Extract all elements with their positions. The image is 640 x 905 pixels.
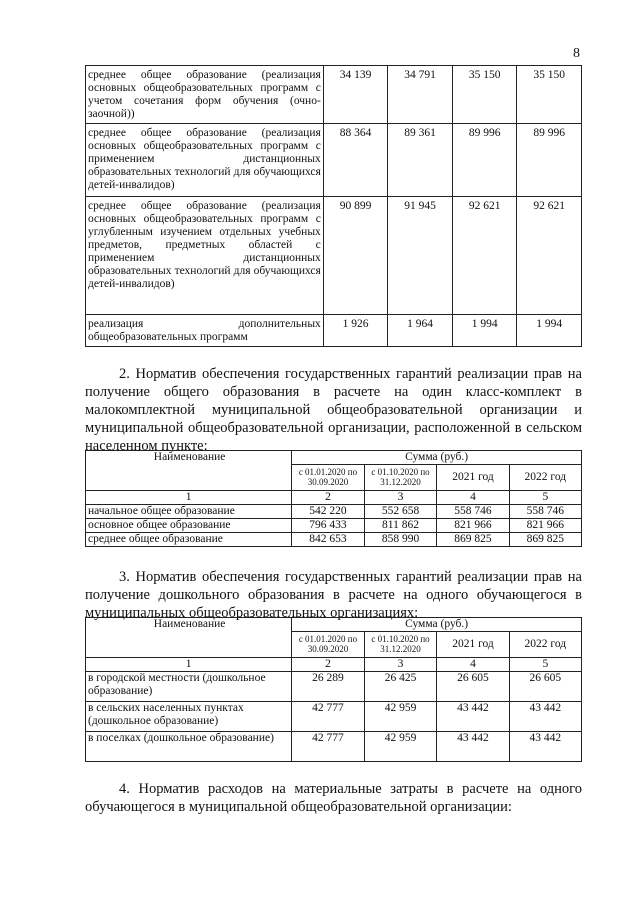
value-cell: 1 994 (517, 315, 582, 347)
row-name: среднее общее образование (реализация основных общеобразовательных программ с применением дистанционных образовательных технологий для обучающихся детей-инвалидов) (86, 124, 324, 197)
value-cell: 43 442 (509, 732, 581, 762)
value-cell: 43 442 (509, 702, 581, 732)
row-name: в сельских населенных пунктах (дошкольное образование) (86, 702, 292, 732)
value-cell: 92 621 (452, 197, 517, 315)
value-cell: 552 658 (364, 505, 437, 519)
value-cell: 43 442 (437, 702, 509, 732)
row-name: среднее общее образование (реализация основных общеобразовательных программ с учетом сочетания форм обучения (очно-заочной)) (86, 66, 324, 124)
value-cell: 35 150 (452, 66, 517, 124)
row-name: реализация дополнительных общеобразовательных программ (86, 315, 324, 347)
col-number: 1 (86, 491, 292, 505)
table-row (86, 519, 582, 533)
value-cell: 42 777 (292, 732, 365, 762)
col-number: 4 (437, 658, 509, 672)
col-number: 4 (437, 491, 509, 505)
value-cell: 90 899 (323, 197, 388, 315)
period-header: 2022 год (509, 465, 581, 491)
row-name: в городской местности (дошкольное образование) (86, 672, 292, 702)
period-header: с 01.10.2020 по 31.12.2020 (364, 632, 437, 658)
value-cell: 858 990 (364, 533, 437, 547)
value-cell: 89 361 (388, 124, 453, 197)
section-3-table (85, 617, 582, 762)
value-cell: 42 959 (364, 702, 437, 732)
row-name: среднее общее образование (86, 533, 292, 547)
value-cell: 89 996 (517, 124, 582, 197)
table-row (86, 732, 582, 762)
value-cell: 92 621 (517, 197, 582, 315)
header-name: Наименование (86, 618, 292, 658)
table-row (86, 124, 582, 197)
value-cell: 34 139 (323, 66, 388, 124)
value-cell: 558 746 (437, 505, 509, 519)
period-header: 2022 год (509, 632, 581, 658)
page-number: 8 (573, 46, 580, 61)
value-cell: 26 289 (292, 672, 365, 702)
period-header: 2021 год (437, 465, 509, 491)
row-name: в поселках (дошкольное образование) (86, 732, 292, 762)
value-cell: 842 653 (292, 533, 365, 547)
value-cell: 796 433 (292, 519, 365, 533)
section-2-table (85, 450, 582, 547)
section-3-paragraph: 3. Норматив обеспечения государственных гарантий реализации прав на получение дошкольного образования в расчете на одного обучающегося в муниципальных общеобразовательных организациях: (85, 569, 582, 621)
value-cell: 35 150 (517, 66, 582, 124)
value-cell: 821 966 (509, 519, 581, 533)
value-cell: 869 825 (437, 533, 509, 547)
value-cell: 26 605 (509, 672, 581, 702)
col-number: 5 (509, 658, 581, 672)
col-number: 3 (364, 658, 437, 672)
value-cell: 558 746 (509, 505, 581, 519)
table-row (86, 505, 582, 519)
value-cell: 869 825 (509, 533, 581, 547)
table-row (86, 533, 582, 547)
column-number-row (86, 491, 582, 505)
value-cell: 42 959 (364, 732, 437, 762)
header-sum: Сумма (руб.) (292, 451, 582, 465)
table-row (86, 66, 582, 124)
value-cell: 821 966 (437, 519, 509, 533)
table-row (86, 197, 582, 315)
value-cell: 811 862 (364, 519, 437, 533)
period-header: с 01.01.2020 по 30.09.2020 (292, 465, 365, 491)
value-cell: 26 605 (437, 672, 509, 702)
col-number: 2 (292, 491, 365, 505)
header-name: Наименование (86, 451, 292, 491)
value-cell: 42 777 (292, 702, 365, 732)
row-name: среднее общее образование (реализация основных общеобразовательных программ с углубленным изучением отдельных учебных предметов, предметных областей с применением дистанционных образовательных технологий для обучающихся детей-инвалидов) (86, 197, 324, 315)
col-number: 5 (509, 491, 581, 505)
col-number: 2 (292, 658, 365, 672)
period-header: с 01.10.2020 по 31.12.2020 (364, 465, 437, 491)
value-cell: 542 220 (292, 505, 365, 519)
value-cell: 1 994 (452, 315, 517, 347)
period-header: с 01.01.2020 по 30.09.2020 (292, 632, 365, 658)
header-row (86, 451, 582, 465)
row-name: основное общее образование (86, 519, 292, 533)
col-number: 1 (86, 658, 292, 672)
table-row (86, 702, 582, 732)
value-cell: 88 364 (323, 124, 388, 197)
value-cell: 1 926 (323, 315, 388, 347)
header-sum: Сумма (руб.) (292, 618, 582, 632)
value-cell: 1 964 (388, 315, 453, 347)
value-cell: 43 442 (437, 732, 509, 762)
section-4-paragraph: 4. Норматив расходов на материальные затраты в расчете на одного обучающегося в муниципальной общеобразовательной организации: (85, 781, 582, 815)
row-name: начальное общее образование (86, 505, 292, 519)
value-cell: 89 996 (452, 124, 517, 197)
header-row (86, 618, 582, 632)
col-number: 3 (364, 491, 437, 505)
value-cell: 26 425 (364, 672, 437, 702)
value-cell: 34 791 (388, 66, 453, 124)
table-row (86, 672, 582, 702)
column-number-row (86, 658, 582, 672)
continuation-table (85, 65, 582, 347)
section-2-paragraph: 2. Норматив обеспечения государственных гарантий реализации прав на получение общего образования в расчете на один класс-комплект в малокомплектной муниципальной общеобразовательной организации и муниципальной общеобразовательной организации, расположенной в сельском населенном пункте: (85, 366, 582, 454)
value-cell: 91 945 (388, 197, 453, 315)
table-row (86, 315, 582, 347)
period-header: 2021 год (437, 632, 509, 658)
